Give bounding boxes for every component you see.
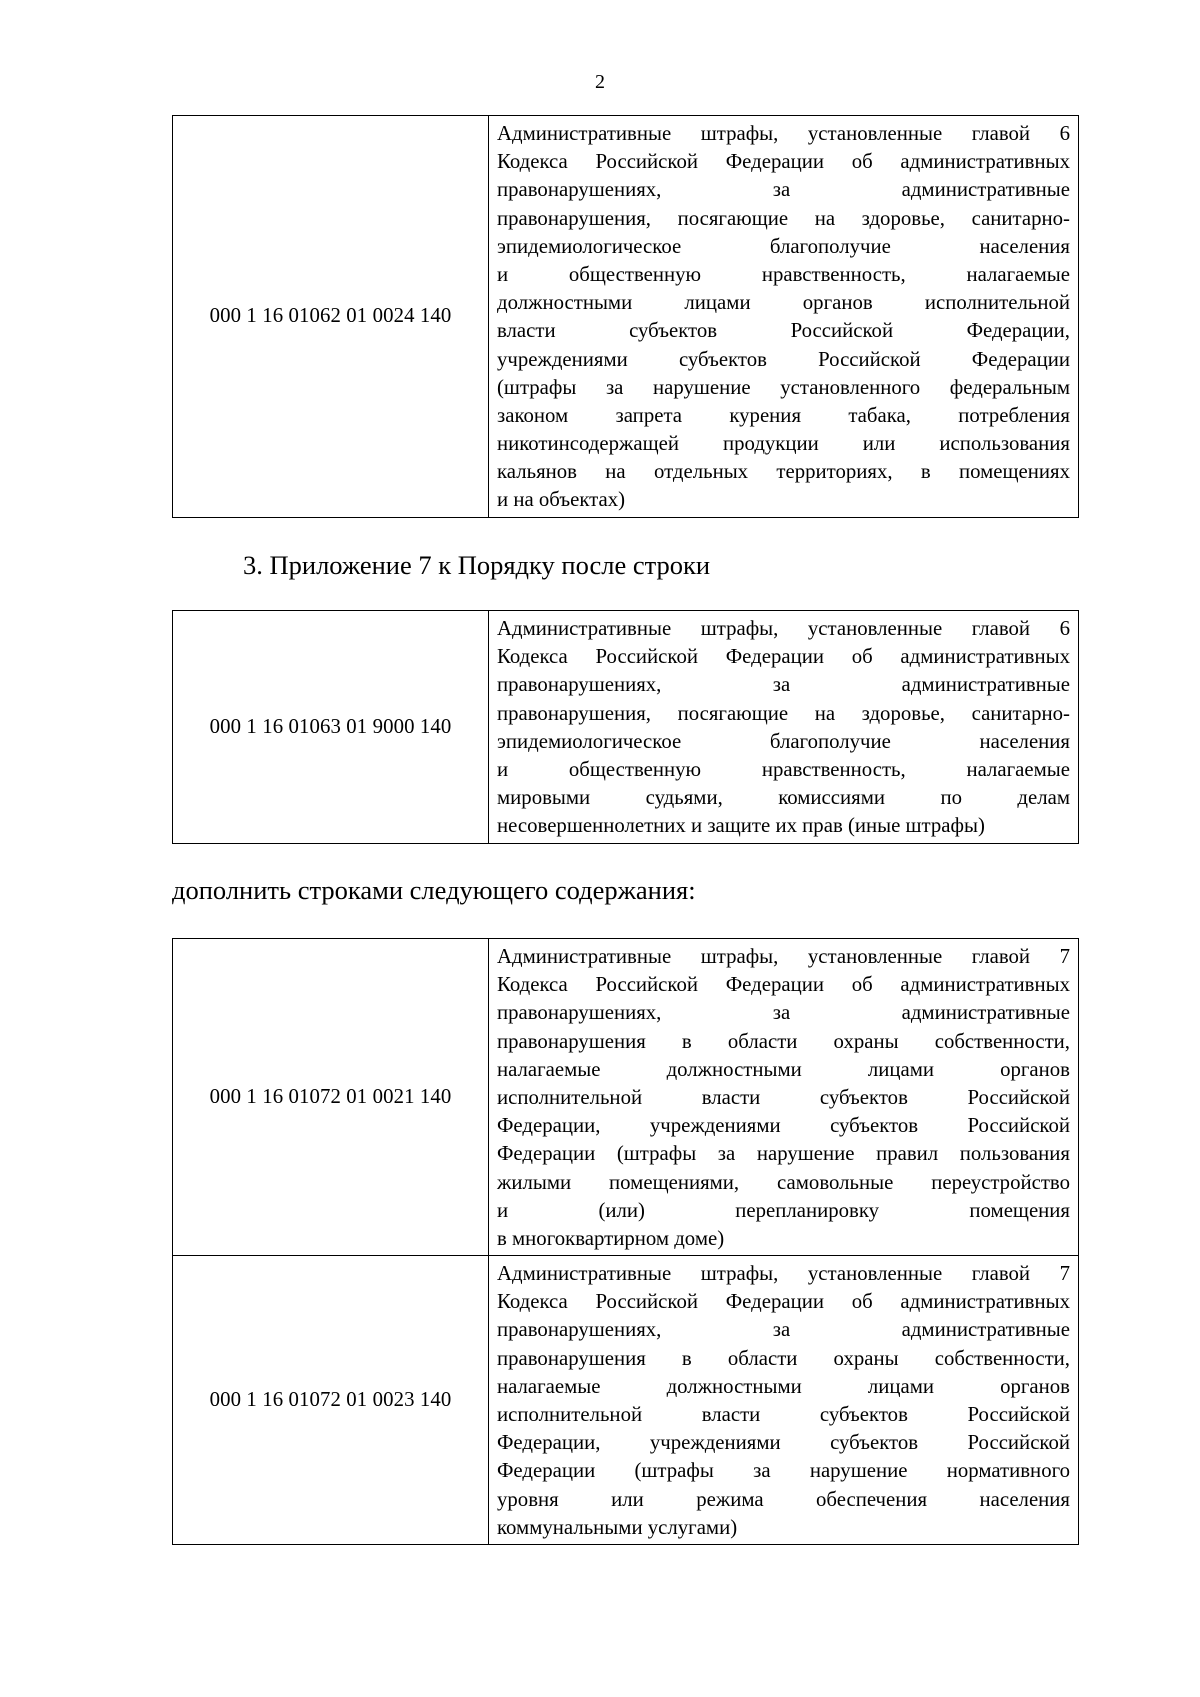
description-line: Административные штрафы, установленные главой 7 xyxy=(497,945,1070,968)
description-line: несовершеннолетних и защите их прав (иные штрафы) xyxy=(497,814,985,838)
description-line: Административные штрафы, установленные главой 6 xyxy=(497,617,1070,640)
budget-code-table-3 xyxy=(172,938,1079,1545)
description-line: правонарушения в области охраны собственности, xyxy=(497,1029,1070,1053)
description-line: жилыми помещениями, самовольные переустройство xyxy=(497,1170,1070,1194)
budget-code-cell: 000 1 16 01072 01 0023 140 xyxy=(173,1256,489,1545)
description-line: никотинсодержащей продукции или использования xyxy=(497,432,1070,456)
description-line: правонарушениях, за административные xyxy=(497,178,1070,202)
description-line: должностными лицами органов исполнительной xyxy=(497,291,1070,315)
description-line: в многоквартирном доме) xyxy=(497,1226,725,1250)
description-line: Административные штрафы, установленные главой 7 xyxy=(497,1262,1070,1286)
description-line: эпидемиологическое благополучие населения xyxy=(497,234,1070,258)
page-number: 2 xyxy=(595,71,605,93)
budget-code-cell: 000 1 16 01063 01 9000 140 xyxy=(173,611,489,844)
description-cell xyxy=(489,611,1079,844)
description-line: Федерации, учреждениями субъектов Российской xyxy=(497,1431,1070,1455)
section-heading: 3. Приложение 7 к Порядку после строки xyxy=(243,550,711,580)
description-cell xyxy=(489,1256,1079,1545)
description-line: Федерации (штрафы за нарушение нормативного xyxy=(497,1459,1070,1483)
description-line: правонарушениях, за административные xyxy=(497,1001,1070,1025)
table-row xyxy=(173,116,1079,518)
description-line: кальянов на отдельных территориях, в помещениях xyxy=(497,460,1070,484)
description-line: правонарушения, посягающие на здоровье, санитарно- xyxy=(497,206,1070,230)
description-line: учреждениями субъектов Российской Федерации xyxy=(497,347,1070,371)
description-line: Кодекса Российской Федерации об административных xyxy=(497,150,1070,174)
budget-code-table-2 xyxy=(172,610,1079,844)
budget-code-cell: 000 1 16 01062 01 0024 140 xyxy=(173,116,489,518)
table-row xyxy=(173,939,1079,1256)
description-line: правонарушениях, за административные xyxy=(497,673,1070,697)
description-line: и общественную нравственность, налагаемые xyxy=(497,262,1070,286)
description-line: Кодекса Российской Федерации об административных xyxy=(497,1290,1070,1314)
description-line: правонарушения в области охраны собственности, xyxy=(497,1346,1070,1370)
description-line: уровня или режима обеспечения населения xyxy=(497,1487,1070,1511)
description-line: и (или) перепланировку помещения xyxy=(497,1198,1070,1222)
budget-code-cell: 000 1 16 01072 01 0021 140 xyxy=(173,939,489,1256)
description-line: правонарушениях, за административные xyxy=(497,1318,1070,1342)
description-line: (штрафы за нарушение установленного федеральным xyxy=(497,375,1070,399)
amendment-heading: дополнить строками следующего содержания: xyxy=(172,875,696,905)
description-line: и общественную нравственность, налагаемые xyxy=(497,757,1070,781)
table-row xyxy=(173,1256,1079,1545)
description-line: Административные штрафы, установленные главой 6 xyxy=(497,122,1070,145)
description-line: исполнительной власти субъектов Российской xyxy=(497,1085,1070,1109)
description-cell xyxy=(489,116,1079,518)
description-line: коммунальными услугами) xyxy=(497,1515,738,1539)
description-line: правонарушения, посягающие на здоровье, санитарно- xyxy=(497,701,1070,725)
table-row xyxy=(173,611,1079,844)
description-line: мировыми судьями, комиссиями по делам xyxy=(497,786,1070,810)
description-line: власти субъектов Российской Федерации, xyxy=(497,319,1070,343)
description-line: налагаемые должностными лицами органов xyxy=(497,1057,1070,1081)
description-line: исполнительной власти субъектов Российской xyxy=(497,1403,1070,1426)
description-line: налагаемые должностными лицами органов xyxy=(497,1374,1070,1398)
description-line: законом запрета курения табака, потребления xyxy=(497,403,1070,427)
description-line: эпидемиологическое благополучие населения xyxy=(497,729,1070,753)
description-line: Кодекса Российской Федерации об административных xyxy=(497,645,1070,669)
budget-code-table-1 xyxy=(172,115,1079,518)
description-line: Федерации, учреждениями субъектов Российской xyxy=(497,1114,1070,1138)
description-line: Кодекса Российской Федерации об административных xyxy=(497,973,1070,997)
description-cell xyxy=(489,939,1079,1256)
description-line: и на объектах) xyxy=(497,488,626,512)
description-line: Федерации (штрафы за нарушение правил пользования xyxy=(497,1142,1070,1166)
